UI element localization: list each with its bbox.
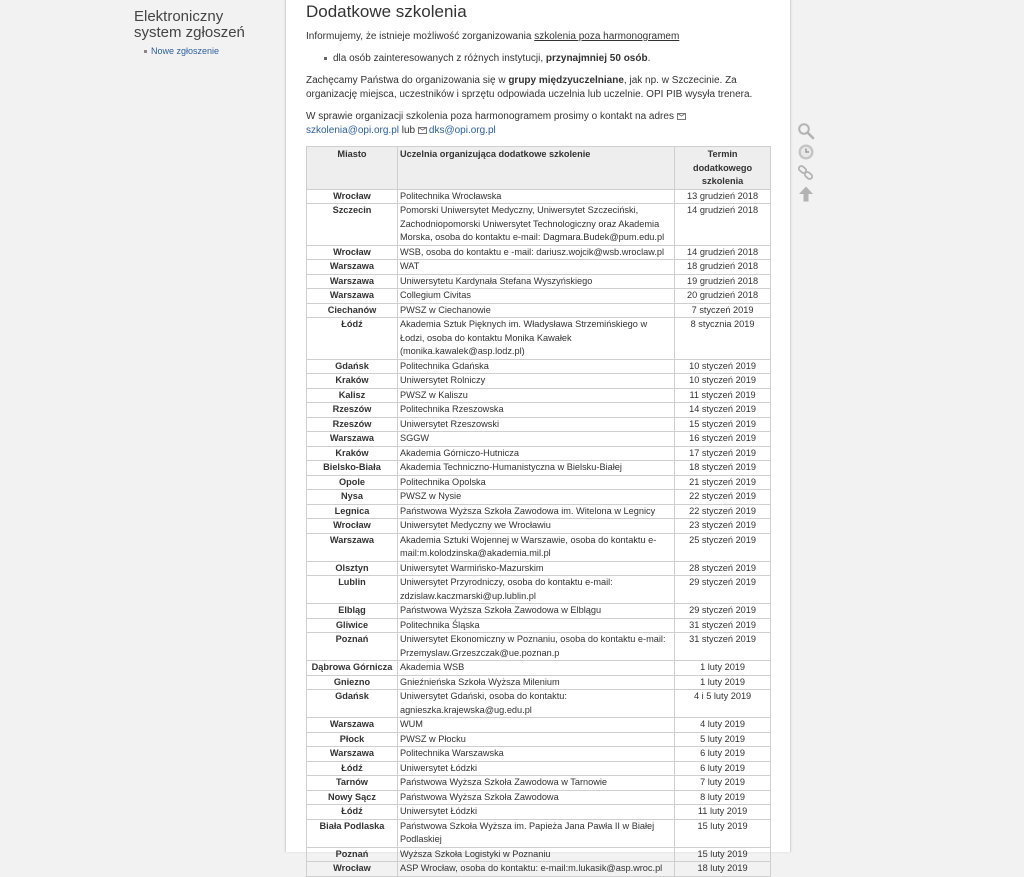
row-university: Akademia WSB — [397, 661, 674, 676]
row-date: 4 luty 2019 — [675, 718, 771, 733]
row-city: Lublin — [307, 576, 398, 604]
row-university: Uniwersytet Przyrodniczy, osoba do kontaktu e-mail: zdzislaw.kaczmarski@up.lublin.pl — [397, 576, 674, 604]
row-university: PWSZ w Kaliszu — [397, 388, 674, 403]
encourage-suffix: , jak np. w Szczecinie. Za organizację miejsca, uczestników i sprzętu odpowiada uczelnia lub uczelnie. OPI PIB wysyła trenera. — [306, 75, 753, 100]
row-date: 15 luty 2019 — [675, 819, 771, 847]
row-date: 13 grudzień 2018 — [675, 189, 771, 204]
row-city: Wrocław — [307, 189, 398, 204]
row-city: Łódź — [307, 318, 398, 360]
row-city: Poznań — [307, 633, 398, 661]
table-row — [307, 561, 771, 576]
row-university: Uniwersytet Łódzki — [397, 805, 674, 820]
training-schedule-table — [306, 146, 771, 877]
email-link-dks[interactable]: dks@opi.org.pl — [428, 125, 496, 136]
row-university: Wyższa Szkoła Logistyki w Poznaniu — [397, 847, 674, 862]
row-university: ASP Wrocław, osoba do kontaktu: e-mail:m.lukasik@asp.wroc.pl — [397, 862, 674, 877]
table-row — [307, 274, 771, 289]
row-city: Rzeszów — [307, 417, 398, 432]
row-university: Akademia Sztuki Wojennej w Warszawie, osoba do kontaktu e-mail:m.kolodzinska@akademia.mil.pl — [397, 533, 674, 561]
table-row — [307, 374, 771, 389]
row-date: 6 luty 2019 — [675, 761, 771, 776]
row-date: 29 styczeń 2019 — [675, 604, 771, 619]
row-university: Politechnika Śląska — [397, 618, 674, 633]
row-date: 31 styczeń 2019 — [675, 618, 771, 633]
row-city: Warszawa — [307, 533, 398, 561]
row-city: Wrocław — [307, 245, 398, 260]
row-university: Uniwersytet Rzeszowski — [397, 417, 674, 432]
row-city: Gniezno — [307, 675, 398, 690]
table-row — [307, 359, 771, 374]
row-university: PWSZ w Ciechanowie — [397, 303, 674, 318]
table-row — [307, 189, 771, 204]
row-university: Uniwersytet Medyczny we Wrocławiu — [397, 519, 674, 534]
column-header-university: Uczelnia organizująca dodatkowe szkolenie — [397, 147, 674, 190]
table-row — [307, 604, 771, 619]
row-date: 8 stycznia 2019 — [675, 318, 771, 360]
requirements-list — [306, 52, 770, 66]
table-row — [307, 504, 771, 519]
table-row — [307, 490, 771, 505]
row-university: Państwowa Wyższa Szkoła Zawodowa w Tarnowie — [397, 776, 674, 791]
row-university: Politechnika Gdańska — [397, 359, 674, 374]
row-date: 14 styczeń 2019 — [675, 403, 771, 418]
row-university: Uniwersytet Gdański, osoba do kontaktu: agnieszka.krajewska@ug.edu.pl — [397, 690, 674, 718]
table-row — [307, 776, 771, 791]
row-city: Warszawa — [307, 747, 398, 762]
table-row — [307, 245, 771, 260]
requirement-text: dla osób zainteresowanych z różnych instytucji, — [333, 53, 546, 64]
table-row — [307, 533, 771, 561]
sidebar-item-new-report — [144, 46, 274, 57]
table-row — [307, 475, 771, 490]
row-date: 1 luty 2019 — [675, 661, 771, 676]
row-university: Politechnika Rzeszowska — [397, 403, 674, 418]
row-city: Ciechanów — [307, 303, 398, 318]
encourage-text: Zachęcamy Państwa do organizowania się w — [306, 75, 509, 86]
row-university: PWSZ w Nysie — [397, 490, 674, 505]
encourage-bold: grupy międzyuczelniane — [508, 75, 624, 86]
search-icon[interactable] — [797, 122, 815, 140]
table-header-row — [307, 147, 771, 190]
row-city: Legnica — [307, 504, 398, 519]
table-row — [307, 432, 771, 447]
table-row — [307, 446, 771, 461]
row-university: PWSZ w Płocku — [397, 732, 674, 747]
row-city: Płock — [307, 732, 398, 747]
history-icon[interactable] — [797, 143, 815, 161]
row-date: 7 styczeń 2019 — [675, 303, 771, 318]
back-to-top-icon[interactable] — [797, 185, 815, 203]
row-city: Elbląg — [307, 604, 398, 619]
row-date: 14 grudzień 2018 — [675, 245, 771, 260]
new-report-link[interactable]: Nowe zgłoszenie — [151, 46, 220, 56]
off-schedule-link[interactable]: szkolenia poza harmonogramem — [534, 31, 680, 42]
row-city: Gdańsk — [307, 690, 398, 718]
table-row — [307, 847, 771, 862]
row-date: 11 styczeń 2019 — [675, 388, 771, 403]
row-university: Politechnika Wrocławska — [397, 189, 674, 204]
contact-paragraph — [306, 110, 770, 138]
encourage-paragraph — [306, 74, 770, 102]
row-city: Bielsko-Biała — [307, 461, 398, 476]
row-university: WUM — [397, 718, 674, 733]
table-row — [307, 747, 771, 762]
table-row — [307, 732, 771, 747]
row-date: 23 styczeń 2019 — [675, 519, 771, 534]
row-date: 22 styczeń 2019 — [675, 504, 771, 519]
page-title: Dodatkowe szkolenia — [306, 2, 467, 21]
row-university: Państwowa Wyższa Szkoła Zawodowa — [397, 790, 674, 805]
row-date: 18 luty 2019 — [675, 862, 771, 877]
row-city: Poznań — [307, 847, 398, 862]
page-content — [285, 0, 791, 873]
table-row — [307, 618, 771, 633]
table-row — [307, 289, 771, 304]
row-city: Warszawa — [307, 432, 398, 447]
row-date: 11 luty 2019 — [675, 805, 771, 820]
table-row — [307, 388, 771, 403]
row-city: Warszawa — [307, 289, 398, 304]
row-university: SGGW — [397, 432, 674, 447]
row-university: WSB, osoba do kontaktu e -mail: dariusz.wojcik@wsb.wroclaw.pl — [397, 245, 674, 260]
table-row — [307, 403, 771, 418]
row-city: Łódź — [307, 761, 398, 776]
row-university: Uniwersytet Ekonomiczny w Poznaniu, osoba do kontaktu e-mail: Przemyslaw.Grzeszczak@ue.poznan.p — [397, 633, 674, 661]
row-date: 8 luty 2019 — [675, 790, 771, 805]
row-city: Rzeszów — [307, 403, 398, 418]
mail-icon — [677, 113, 686, 120]
row-city: Kraków — [307, 374, 398, 389]
row-date: 1 luty 2019 — [675, 675, 771, 690]
row-city: Szczecin — [307, 204, 398, 246]
table-row — [307, 675, 771, 690]
row-date: 29 styczeń 2019 — [675, 576, 771, 604]
mail-icon — [418, 127, 427, 134]
row-university: Państwowa Wyższa Szkoła Zawodowa w Elblągu — [397, 604, 674, 619]
row-date: 10 styczeń 2019 — [675, 359, 771, 374]
table-row — [307, 690, 771, 718]
row-city: Wrocław — [307, 519, 398, 534]
column-header-city: Miasto — [307, 147, 398, 190]
table-row — [307, 805, 771, 820]
row-university: Gnieźnieńska Szkoła Wyższa Milenium — [397, 675, 674, 690]
row-date: 7 luty 2019 — [675, 776, 771, 791]
contact-or: lub — [398, 125, 418, 136]
table-row — [307, 661, 771, 676]
row-university: Pomorski Uniwersytet Medyczny, Uniwersytet Szczeciński, Zachodniopomorski Uniwersytet Technologiczny oraz Akademia Morska, osoba do kontaktu e-mail: Dagmara.Budek@pum.edu.pl — [397, 204, 674, 246]
bullet-icon — [144, 50, 147, 53]
row-university: Państwowa Szkoła Wyższa im. Papieża Jana Pawła II w Białej Podlaskiej — [397, 819, 674, 847]
row-city: Tarnów — [307, 776, 398, 791]
row-date: 5 luty 2019 — [675, 732, 771, 747]
row-date: 22 styczeń 2019 — [675, 490, 771, 505]
row-city: Nysa — [307, 490, 398, 505]
intro-paragraph — [306, 30, 770, 44]
column-header-date: Termin dodatkowego szkolenia — [675, 147, 771, 190]
row-city: Gdańsk — [307, 359, 398, 374]
row-university: Uniwersytet Łódzki — [397, 761, 674, 776]
requirement-suffix: . — [647, 53, 651, 64]
sidebar-nav — [134, 46, 274, 57]
row-university: Akademia Sztuk Pięknych im. Władysława Strzemińskiego w Łodzi, osoba do kontaktu Monika Kawałek (monika.kawalek@asp.lodz.pl) — [397, 318, 674, 360]
row-city: Dąbrowa Górnicza — [307, 661, 398, 676]
row-date: 18 styczeń 2019 — [675, 461, 771, 476]
row-date: 17 styczeń 2019 — [675, 446, 771, 461]
intro-text: Informujemy, że istnieje możliwość zorganizowania — [306, 31, 535, 42]
table-row — [307, 633, 771, 661]
row-university: Akademia Górniczo-Hutnicza — [397, 446, 674, 461]
sidebar — [134, 9, 274, 57]
row-date: 15 styczeń 2019 — [675, 417, 771, 432]
table-row — [307, 461, 771, 476]
row-city: Opole — [307, 475, 398, 490]
table-row — [307, 318, 771, 360]
row-university: Akademia Techniczno-Humanistyczna w Bielsku-Białej — [397, 461, 674, 476]
site-title[interactable]: Elektroniczny system zgłoszeń — [134, 8, 245, 41]
row-university: Politechnika Opolska — [397, 475, 674, 490]
row-university: Uniwersytet Warmińsko-Mazurskim — [397, 561, 674, 576]
row-university: Państwowa Wyższa Szkoła Zawodowa im. Witelona w Legnicy — [397, 504, 674, 519]
bullet-icon — [324, 57, 327, 60]
row-date: 14 grudzień 2018 — [675, 204, 771, 246]
backlinks-icon[interactable] — [797, 164, 815, 182]
row-city: Gliwice — [307, 618, 398, 633]
table-row — [307, 761, 771, 776]
row-city: Wrocław — [307, 862, 398, 877]
table-row — [307, 862, 771, 877]
row-city: Łódź — [307, 805, 398, 820]
row-university: WAT — [397, 260, 674, 275]
table-body — [307, 189, 771, 876]
row-city: Warszawa — [307, 260, 398, 275]
table-row — [307, 790, 771, 805]
table-row — [307, 204, 771, 246]
table-row — [307, 303, 771, 318]
row-date: 20 grudzień 2018 — [675, 289, 771, 304]
table-row — [307, 417, 771, 432]
row-date: 16 styczeń 2019 — [675, 432, 771, 447]
email-link-training[interactable]: szkolenia@opi.org.pl — [306, 125, 399, 136]
article — [286, 0, 790, 877]
row-university: Politechnika Warszawska — [397, 747, 674, 762]
table-row — [307, 819, 771, 847]
row-city: Warszawa — [307, 718, 398, 733]
row-city: Nowy Sącz — [307, 790, 398, 805]
row-date: 31 styczeń 2019 — [675, 633, 771, 661]
row-date: 18 grudzień 2018 — [675, 260, 771, 275]
row-city: Kraków — [307, 446, 398, 461]
row-city: Olsztyn — [307, 561, 398, 576]
list-item — [324, 52, 770, 66]
table-row — [307, 260, 771, 275]
row-date: 28 styczeń 2019 — [675, 561, 771, 576]
row-city: Biała Podlaska — [307, 819, 398, 847]
row-city: Warszawa — [307, 274, 398, 289]
contact-text: W sprawie organizacji szkolenia poza harmonogramem prosimy o kontakt na adres — [306, 111, 677, 122]
row-date: 21 styczeń 2019 — [675, 475, 771, 490]
row-city: Kalisz — [307, 388, 398, 403]
row-university: Uniwersytetu Kardynała Stefana Wyszyńskiego — [397, 274, 674, 289]
table-row — [307, 718, 771, 733]
row-date: 6 luty 2019 — [675, 747, 771, 762]
row-date: 4 i 5 luty 2019 — [675, 690, 771, 718]
row-date: 25 styczeń 2019 — [675, 533, 771, 561]
page-tools — [797, 122, 819, 206]
row-university: Uniwersytet Rolniczy — [397, 374, 674, 389]
row-university: Collegium Civitas — [397, 289, 674, 304]
row-date: 10 styczeń 2019 — [675, 374, 771, 389]
table-row — [307, 576, 771, 604]
requirement-bold: przynajmniej 50 osób — [545, 53, 648, 64]
row-date: 15 luty 2019 — [675, 847, 771, 862]
row-date: 19 grudzień 2018 — [675, 274, 771, 289]
table-row — [307, 519, 771, 534]
